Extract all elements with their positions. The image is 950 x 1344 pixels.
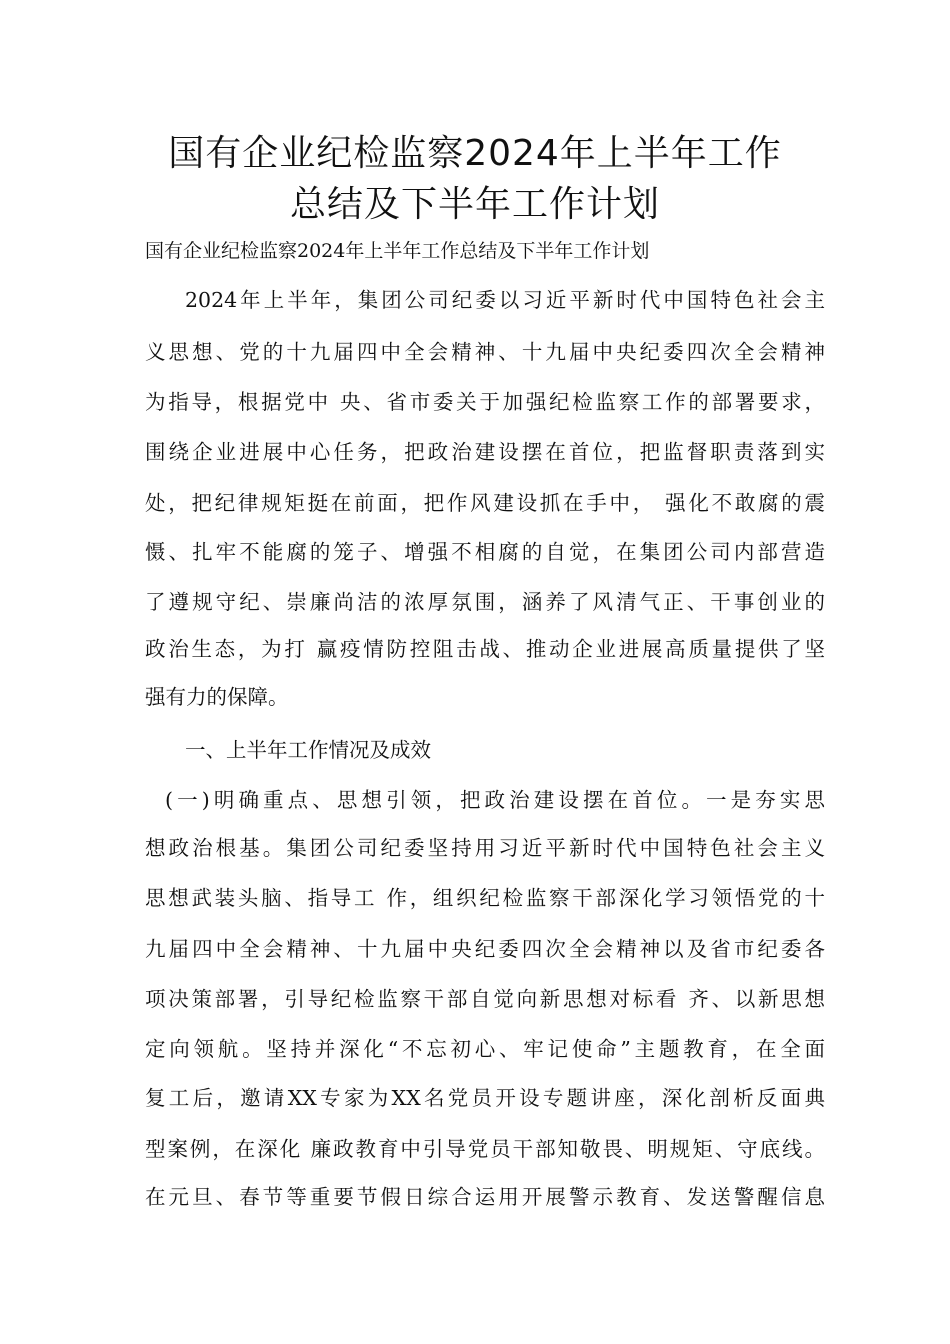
body-line: 九届四中全会精神、十九届中央纪委四次全会精神以及省市纪委各 — [145, 937, 825, 961]
body-line: 围绕企业进展中心任务，把政治建设摆在首位，把监督职责落到实 — [145, 440, 825, 464]
document-title-line-2: 总结及下半年工作计划 — [289, 184, 660, 225]
body-line: 政治生态，为打 赢疫情防控阻击战、推动企业进展高质量提供了坚 — [145, 637, 825, 661]
body-line: 慑、扎牢不能腐的笼子、增强不相腐的自觉，在集团公司内部营造 — [145, 540, 825, 564]
body-line: 2024年上半年，集团公司纪委以习近平新时代中国特色社会主 — [185, 288, 825, 312]
body-line: 思想武装头脑、指导工 作，组织纪检监察干部深化学习领悟党的十 — [145, 886, 825, 910]
body-line: 义思想、党的十九届四中全会精神、十九届中央纪委四次全会精神 — [145, 340, 825, 364]
body-line: 型案例，在深化 廉政教育中引导党员干部知敬畏、明规矩、守底线。 — [145, 1137, 825, 1161]
document-title-line-1: 国有企业纪检监察2024年上半年工作 — [168, 133, 782, 174]
body-line: (一)明确重点、思想引领，把政治建设摆在首位。一是夯实思 — [165, 788, 825, 812]
body-line: 定向领航。坚持并深化“不忘初心、牢记使命”主题教育，在全面 — [145, 1037, 825, 1061]
body-line: 想政治根基。集团公司纪委坚持用习近平新时代中国特色社会主义 — [145, 836, 825, 860]
body-line: 了遵规守纪、崇廉尚洁的浓厚氛围，涵养了风清气正、干事创业的 — [145, 590, 825, 614]
body-line: 处，把纪律规矩挺在前面，把作风建设抓在手中， 强化不敢腐的震 — [145, 491, 825, 515]
body-line: 项决策部署，引导纪检监察干部自觉向新思想对标看 齐、以新思想 — [145, 987, 825, 1011]
body-line: 强有力的保障。 — [145, 685, 289, 709]
body-line: 在元旦、春节等重要节假日综合运用开展警示教育、发送警醒信息 — [145, 1185, 825, 1209]
body-line: 复工后，邀请XX专家为XX名党员开设专题讲座，深化剖析反面典 — [145, 1086, 825, 1110]
body-line: 为指导，根据党中 央、省市委关于加强纪检监察工作的部署要求， — [145, 390, 825, 414]
document-subtitle: 国有企业纪检监察2024年上半年工作总结及下半年工作计划 — [145, 240, 650, 262]
section-heading: 一、上半年工作情况及成效 — [185, 738, 431, 762]
